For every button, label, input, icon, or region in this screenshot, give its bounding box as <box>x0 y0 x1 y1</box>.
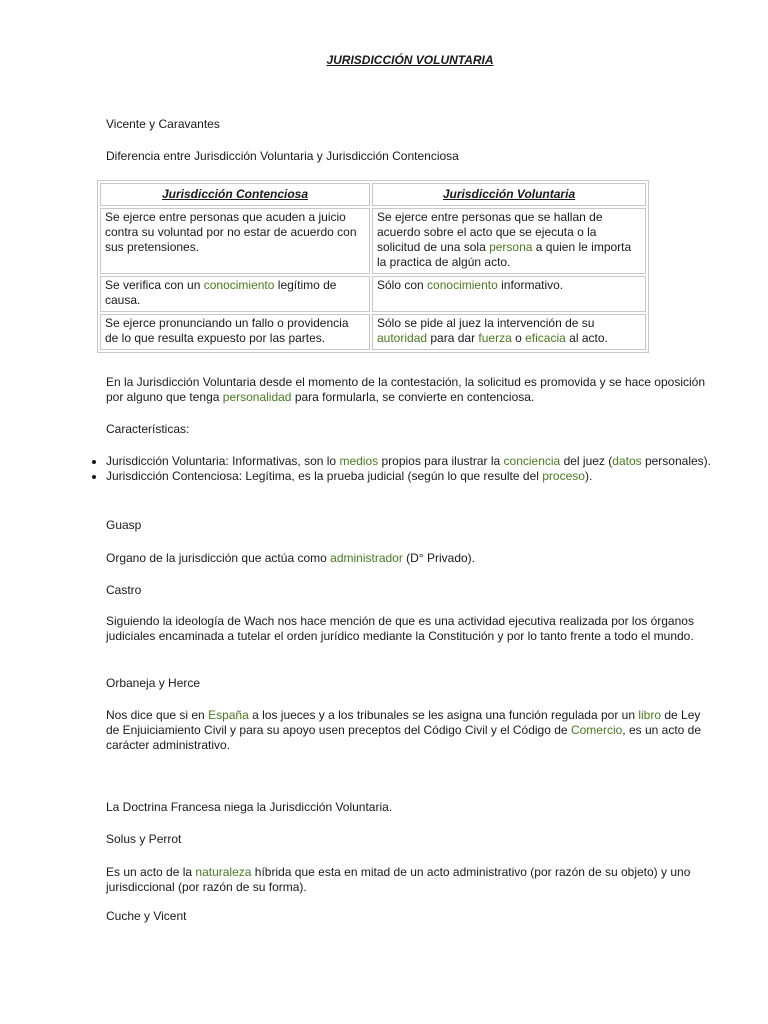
text: propios para ilustrar la <box>378 454 504 468</box>
link-medios[interactable]: medios <box>339 454 379 468</box>
text: Es un acto de la <box>106 865 196 879</box>
paragraph-castro: Siguiendo la ideología de Wach nos hace mención de que es una actividad ejecutiva realizada por los órganos judiciales encaminada a tutelar el orden jurídico mediante la Constitución y por lo tanto frente a todo el mundo. <box>106 614 694 643</box>
text: para formularla, se convierte en contenciosa. <box>291 390 535 404</box>
table-header-row <box>100 183 646 206</box>
author-cuche: Cuche y Vicent <box>106 909 187 923</box>
header-voluntaria: Jurisdicción Voluntaria <box>372 183 646 206</box>
characteristics-list <box>86 454 726 484</box>
cell-text: para dar <box>427 331 479 345</box>
paragraph-solus <box>106 865 716 895</box>
link-conciencia[interactable]: conciencia <box>503 454 561 468</box>
header-contenciosa: Jurisdicción Contenciosa <box>100 183 370 206</box>
text: (D° Privado). <box>402 551 475 565</box>
cell-text: o <box>511 331 526 345</box>
table-row <box>100 314 646 350</box>
link-naturaleza[interactable]: naturaleza <box>195 865 252 879</box>
author-solus: Solus y Perrot <box>106 832 182 846</box>
cell-text: a quien le importa la practica de algún acto. <box>377 240 632 269</box>
text: Organo de la jurisdicción que actúa como <box>106 551 331 565</box>
cell-text: Se verifica con un <box>105 278 204 292</box>
link-autoridad[interactable]: autoridad <box>377 331 428 345</box>
link-libro[interactable]: libro <box>638 708 662 722</box>
link-fuerza[interactable]: fuerza <box>478 331 512 345</box>
table-row <box>100 208 646 274</box>
cell-right <box>372 276 646 312</box>
intro-text: Diferencia entre Jurisdicción Voluntaria y Jurisdicción Contenciosa <box>106 149 459 163</box>
link-persona[interactable]: persona <box>489 240 533 254</box>
text: ). <box>584 469 593 483</box>
text: , es un acto de carácter administrativo. <box>106 723 702 752</box>
cell-text: Sólo se pide al juez la intervención de su <box>377 316 595 330</box>
list-item <box>106 469 726 484</box>
paragraph-contestacion <box>106 375 716 405</box>
cell-left: Se ejerce entre personas que acuden a juicio contra su voluntad por no estar de acuerdo con sus pretensiones. <box>100 208 370 274</box>
link-comercio[interactable]: Comercio <box>570 723 623 737</box>
text: Jurisdicción Contenciosa: Legítima, es la prueba judicial (según lo que resulte del <box>106 469 543 483</box>
text: del juez ( <box>560 454 613 468</box>
link-administrador[interactable]: administrador <box>330 551 403 565</box>
page-title: JURISDICCIÓN VOLUNTARIA <box>326 53 494 67</box>
cell-left <box>100 276 370 312</box>
author-vicente: Vicente y Caravantes <box>106 117 220 131</box>
link-datos[interactable]: datos <box>612 454 642 468</box>
author-orbaneja: Orbaneja y Herce <box>106 676 201 690</box>
link-eficacia[interactable]: eficacia <box>525 331 566 345</box>
text: de Ley de Enjuiciamiento Civil y para su apoyo usen preceptos del Código Civil y el Código de <box>106 708 701 737</box>
paragraph-doctrina: La Doctrina Francesa niega la Jurisdicción Voluntaria. <box>106 800 393 814</box>
cell-right <box>372 314 646 350</box>
table-row <box>100 276 646 312</box>
cell-text: legítimo de causa. <box>105 278 337 307</box>
cell-text: informativo. <box>497 278 564 292</box>
text: personales). <box>641 454 711 468</box>
cell-left: Se ejerce pronunciando un fallo o providencia de lo que resulta expuesto por las partes. <box>100 314 370 350</box>
link-conocimiento[interactable]: conocimiento <box>427 278 498 292</box>
paragraph-orbaneja <box>106 708 716 753</box>
text: a los jueces y a los tribunales se les asigna una función regulada por un <box>248 708 639 722</box>
paragraph-organo <box>106 551 716 566</box>
text: En la Jurisdicción Voluntaria desde el momento de la contestación, la solicitud es promovida y se hace oposición por alguno que tenga <box>106 375 706 404</box>
text: híbrida que esta en mitad de un acto administrativo (por razón de su objeto) y uno jurisdiccional (por razón de su forma). <box>106 865 691 894</box>
list-item <box>106 454 726 469</box>
cell-right <box>372 208 646 274</box>
cell-text: Se ejerce entre personas que se hallan de acuerdo sobre el acto que se ejecuta o la solicitud de una sola <box>377 210 603 254</box>
text: Jurisdicción Voluntaria: Informativas, son lo <box>106 454 340 468</box>
text: Nos dice que si en <box>106 708 209 722</box>
author-castro: Castro <box>106 583 142 597</box>
comparison-table <box>97 180 649 353</box>
cell-text: al acto. <box>565 331 608 345</box>
link-espana[interactable]: España <box>208 708 249 722</box>
cell-text: Sólo con <box>377 278 428 292</box>
author-guasp: Guasp <box>106 518 142 532</box>
caracteristicas-heading: Características: <box>106 422 190 436</box>
link-personalidad[interactable]: personalidad <box>222 390 292 404</box>
link-proceso[interactable]: proceso <box>542 469 585 483</box>
link-conocimiento[interactable]: conocimiento <box>203 278 275 292</box>
